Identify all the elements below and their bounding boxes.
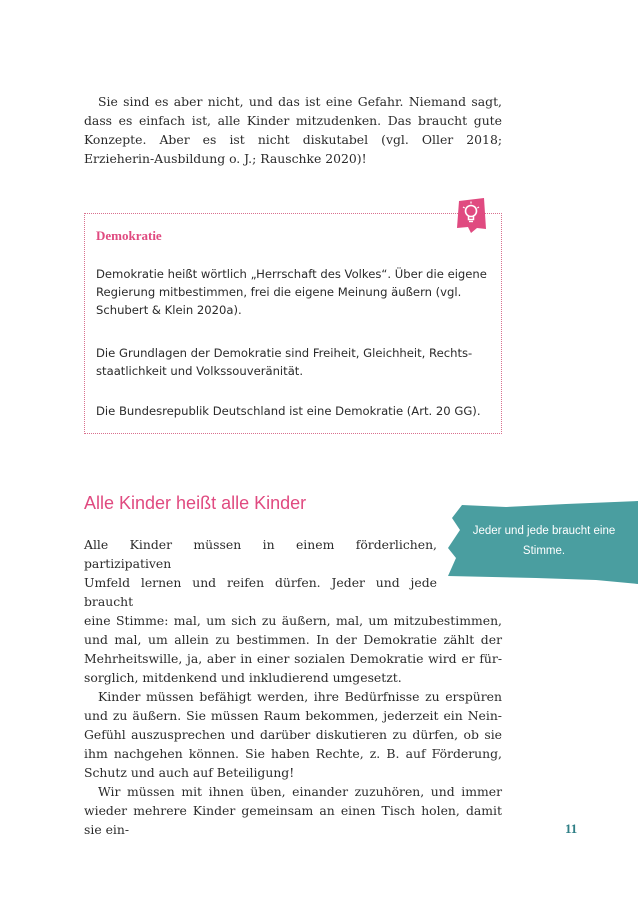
page-number: 11	[565, 821, 578, 836]
definition-paragraph: Die Grundlagen der Demokratie sind Freiheit, Gleichheit, Rechtsstaatlichkeit und Volkssouveränität.	[96, 346, 473, 378]
text-line: Umfeld lernen und reifen dürfen. Jeder und jede braucht	[84, 575, 437, 609]
lightbulb-icon	[455, 198, 486, 233]
main-text	[84, 535, 502, 839]
text-paragraph: Kinder müssen befähigt werden, ihre Bedürfnisse zu erspüren und zu äußern. Sie müssen Raum bekommen, jederzeit ein Nein-Gefühl auszusprechen und darüber diskutieren zu dürfen, ob sie ihm nachgehen können. Sie haben Rechte, z. B. auf Förderung, Schutz und auch auf Beteiligung!	[84, 689, 502, 780]
intro-text: Sie sind es aber nicht, und das ist eine Gefahr. Niemand sagt, dass es einfach ist, alle Kinder mitzudenken. Das braucht gute Konzepte. Aber es ist nicht diskutabel (vgl. Oller 2018; Erzieherin-Ausbildung o. J.; Rauschke 2020)!	[84, 94, 502, 166]
text-line: Alle Kinder müssen in einem förderlichen, partizipativen	[84, 537, 437, 571]
section-heading: Alle Kinder heißt alle Kinder	[84, 493, 307, 513]
text-paragraph: eine Stimme: mal, um sich zu äußern, mal, um mitzubestimmen, und mal, um allein zu bestimmen. In der Demokratie zählt der Mehrheitswille, ja, aber in einer sozialen Demokratie wird er fürsorglich, mitdenkend und inkludierend umgesetzt.	[84, 613, 502, 685]
definition-paragraph: Demokratie heißt wörtlich „Herrschaft des Volkes“. Über die eigene Regierung mitbestimmen, frei die eigene Meinung äußern (vgl. Schubert & Klein 2020a).	[96, 267, 487, 317]
definition-box	[84, 213, 502, 434]
text-paragraph: Wir müssen mit ihnen üben, einander zuzuhören, und immer wieder mehrere Kinder gemeinsam an einen Tisch holen, damit sie ein-	[84, 784, 502, 837]
callout-text: Jeder und jede braucht eine Stimme.	[472, 525, 616, 557]
definition-paragraph: Die Bundesrepublik Deutschland ist eine Demokratie (Art. 20 GG).	[96, 404, 481, 418]
intro-paragraph	[84, 92, 502, 168]
definition-title: Demokratie	[96, 228, 162, 243]
